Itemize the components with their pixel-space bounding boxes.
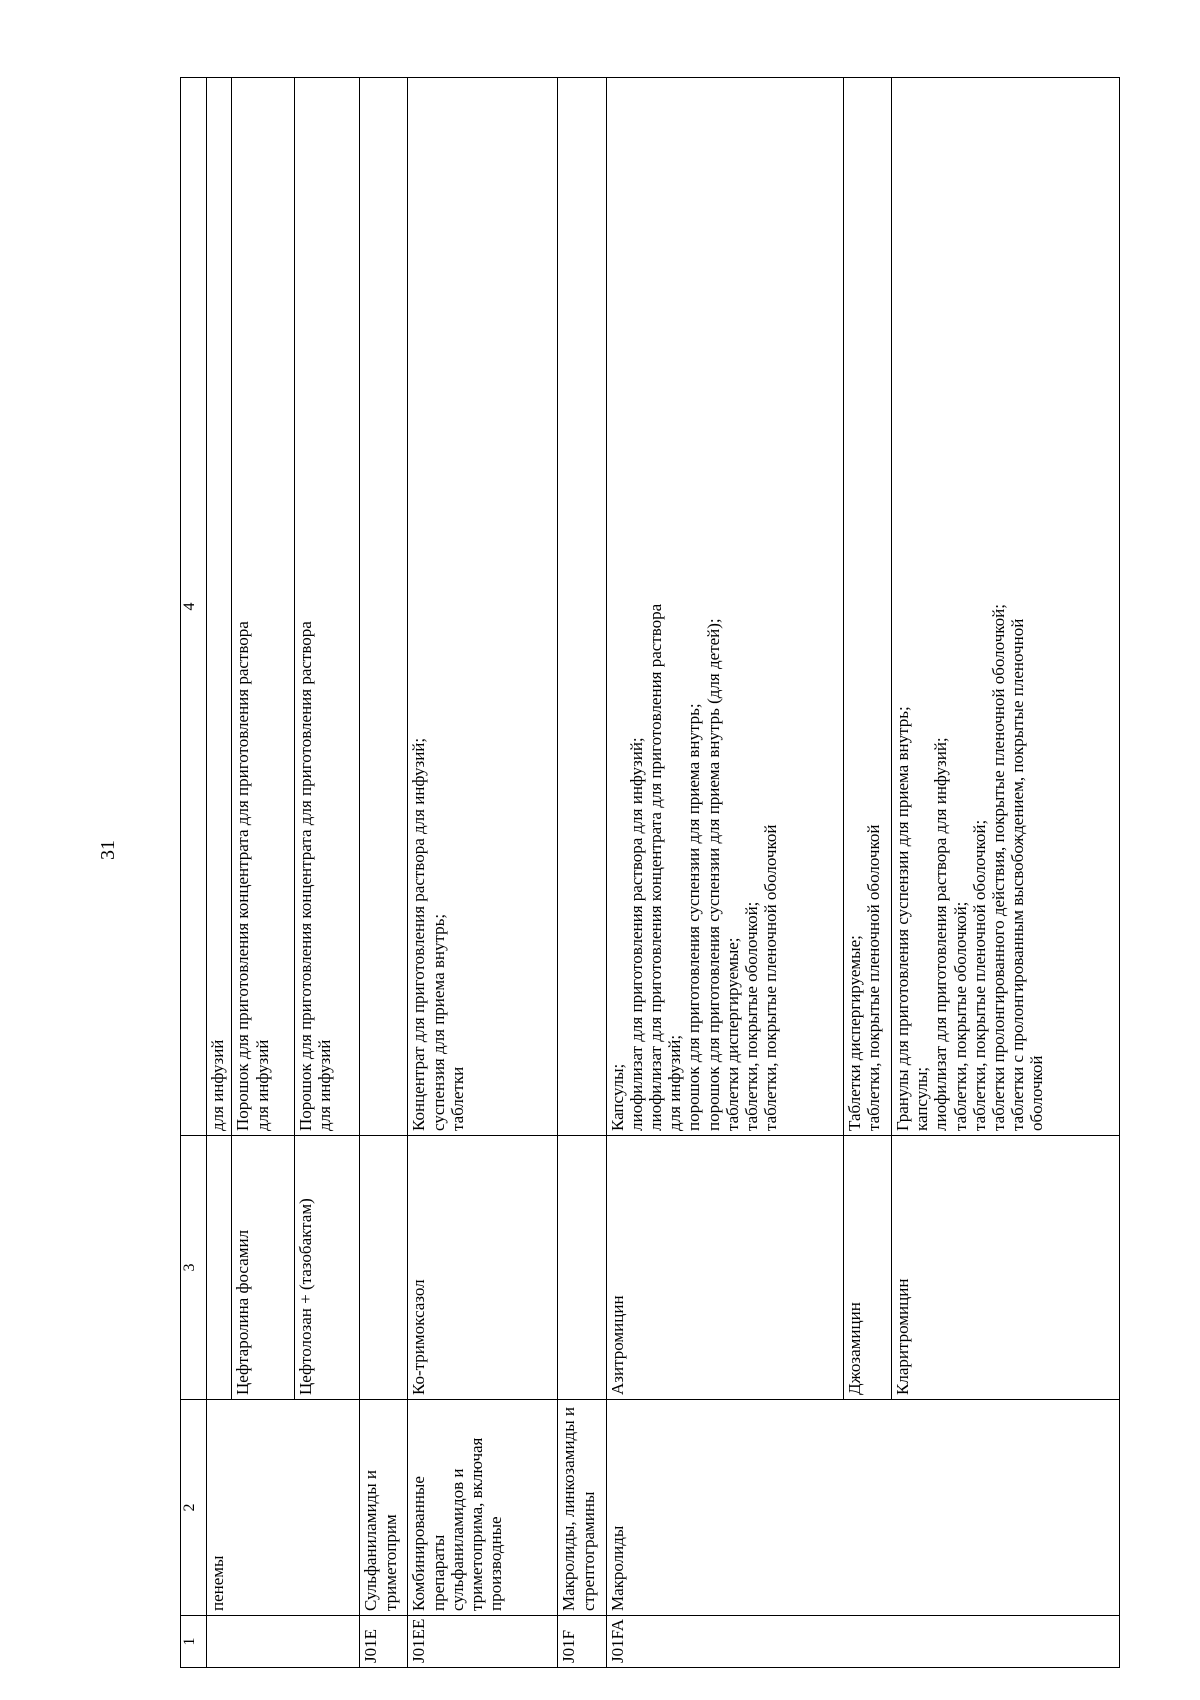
dosage-forms-cell — [232, 78, 295, 1136]
drug-name-cell: Кларитромицин — [891, 1136, 1119, 1400]
atc-code-cell: J01F — [558, 1616, 606, 1668]
table-row — [360, 78, 408, 1668]
drug-name-cell — [360, 1136, 408, 1400]
atc-code-cell: J01E — [360, 1616, 408, 1668]
rotated-table-area — [180, 78, 1120, 1668]
table-row — [408, 78, 558, 1668]
drug-name-cell: Ко-тримоксазол — [408, 1136, 558, 1400]
dosage-forms-cell — [360, 78, 408, 1136]
dosage-form-line: для инфузий — [315, 1039, 335, 1131]
dosage-form-line: для инфузий — [252, 1039, 272, 1131]
atc-code-cell: J01FA — [606, 1616, 1119, 1668]
dosage-forms-cell — [206, 78, 232, 1136]
drug-name-cell: Джозамицин — [843, 1136, 891, 1400]
header-cell-2: 2 — [181, 1400, 207, 1616]
dosage-form-line: для инфузий — [207, 1039, 227, 1131]
header-row — [181, 78, 207, 1668]
table-row — [558, 78, 606, 1668]
atc-group-cell: Макролиды — [606, 1400, 1119, 1616]
dosage-form-line: таблетки, покрытые пленочной оболочкой — [761, 824, 781, 1131]
atc-code-cell: J01EE — [408, 1616, 558, 1668]
dosage-form-line: таблетки, покрытые пленочной оболочкой — [864, 824, 884, 1131]
dosage-form-line: Капсулы; — [607, 1063, 627, 1131]
table-body — [181, 78, 1120, 1668]
dosage-form-line: Гранулы для приготовления суспензии для приема внутрь; — [892, 706, 912, 1131]
dosage-form-line: оболочкой — [1027, 1055, 1047, 1131]
dosage-form-line: для инфузий; — [665, 1034, 685, 1131]
header-cell-4: 4 — [181, 78, 207, 1136]
dosage-form-line: суспензия для приема внутрь; — [428, 913, 448, 1131]
dosage-form-line: лиофилизат для приготовления раствора для инфузий; — [626, 737, 646, 1131]
medicines-table — [180, 77, 1120, 1668]
dosage-forms-cell — [843, 78, 891, 1136]
dosage-form-line: таблетки с пролонгированным высвобождением, покрытые пленочной — [1008, 618, 1028, 1131]
dosage-form-line: таблетки пролонгированного действия, покрытые пленочной оболочкой; — [989, 604, 1008, 1131]
drug-name-cell — [558, 1136, 606, 1400]
table-row — [606, 78, 843, 1668]
dosage-form-line: Порошок для приготовления концентрата для приготовления раствора — [296, 621, 316, 1131]
atc-group-cell: Комбинированные препараты сульфаниламидов и триметоприма, включая производные — [408, 1400, 558, 1616]
dosage-form-line: Концентрат для приготовления раствора для инфузий; — [409, 737, 429, 1131]
dosage-form-line: капсулы; — [912, 1066, 932, 1131]
drug-name-cell: Цефтолозан + (тазобактам) — [295, 1136, 360, 1400]
dosage-form-line: порошок для приготовления суспензии для приема внутрь; — [684, 703, 704, 1131]
dosage-form-line: лиофилизат для приготовления концентрата для приготовления раствора — [646, 603, 666, 1131]
header-cell-1: 1 — [181, 1616, 207, 1668]
dosage-form-line: таблетки, покрытые пленочной оболочкой; — [969, 819, 989, 1131]
dosage-forms-cell — [295, 78, 360, 1136]
dosage-form-line: Таблетки диспергируемые; — [844, 935, 864, 1131]
dosage-form-line: таблетки диспергируемые; — [722, 937, 742, 1131]
dosage-form-line: таблетки, покрытые оболочкой; — [950, 901, 970, 1131]
atc-group-cell: пенемы — [206, 1400, 360, 1616]
dosage-form-line: Порошок для приготовления концентрата для приготовления раствора — [233, 621, 253, 1131]
dosage-form-line: таблетки, покрытые оболочкой; — [742, 901, 762, 1131]
header-cell-3: 3 — [181, 1136, 207, 1400]
atc-group-cell: Сульфаниламиды и триметоприм — [360, 1400, 408, 1616]
dosage-forms-cell — [408, 78, 558, 1136]
atc-group-cell: Макролиды, линкозамиды и стрептограмины — [558, 1400, 606, 1616]
dosage-forms-cell — [606, 78, 843, 1136]
dosage-form-line: порошок для приготовления суспензии для приема внутрь (для детей); — [703, 618, 723, 1131]
drug-name-cell: Цефтаролина фосамил — [232, 1136, 295, 1400]
dosage-forms-cell — [891, 78, 1119, 1136]
atc-code-cell — [206, 1616, 360, 1668]
table-row — [206, 78, 232, 1668]
dosage-forms-cell — [558, 78, 606, 1136]
dosage-form-line: таблетки — [447, 1066, 467, 1131]
page-number: 31 — [97, 840, 119, 860]
drug-name-cell: Азитромицин — [606, 1136, 843, 1400]
drug-name-cell — [206, 1136, 232, 1400]
dosage-form-line: лиофилизат для приготовления раствора для инфузий; — [931, 737, 951, 1131]
